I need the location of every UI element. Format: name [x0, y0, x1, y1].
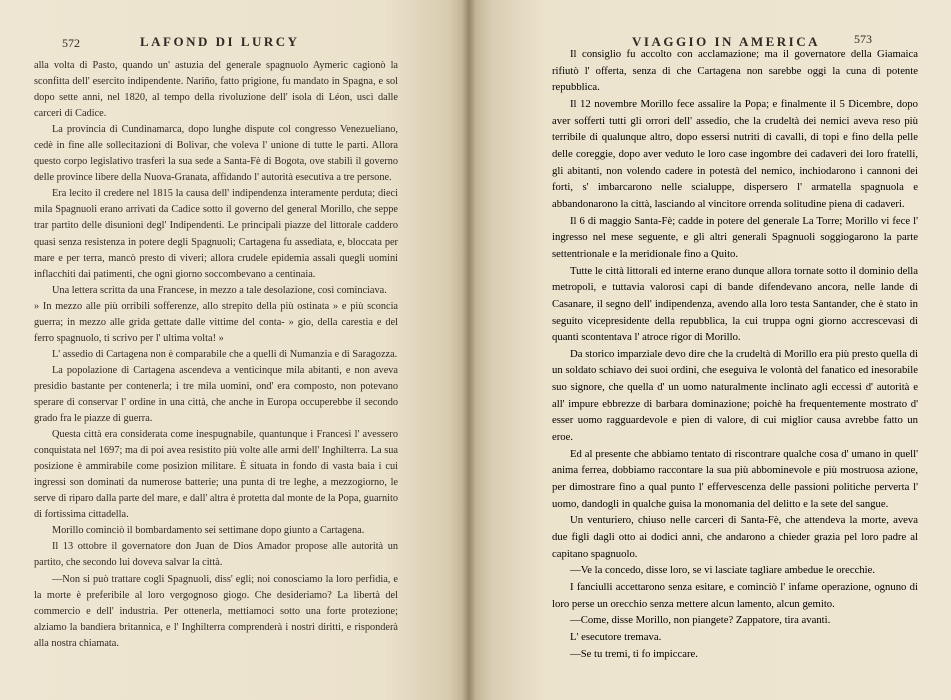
- paragraph: Il 12 novembre Morillo fece assalire la Popa; e finalmente il 5 Dicembre, dopo aver sofferti tutti gli orrori dell' assedio, che la crudeltà dei nemici aveva reso più terribile di qualunque altro, dopo essersi nutriti di cavalli, di topi e fino della pelle delle coreggie, dopo aver veduto le loro case ingombre dei cadaveri dei loro fratelli, gli abitanti, non volendo cadere in potestà del nemico, inchiodarono i cannoni dei forti, s' imbarcarono nelle scialuppe, dispersero l' armatella spagnuola e abbandonarono la città, lasciando al vincitore orrenda solitudine piena di cadaveri.: [552, 97, 918, 210]
- running-head: LAFOND DI LURCY: [140, 34, 300, 49]
- paragraph: —Se tu tremi, ti fo impiccare.: [570, 647, 698, 660]
- right-page-text: [552, 46, 918, 662]
- paragraph: —Non si può trattare cogli Spagnuoli, diss' egli; noi conosciamo la loro perfidia, e la morte è preferibile al loro vergognoso giogo. Che desideriamo? La libertà del commercio e dell' industria. Per ottenerla, mettiamoci sotto una forte protezione; alziamo la bandiera britannica, e l' Inghilterra comprenderà i nostri diritti, e risponderà alla nostra chiamata.: [34, 573, 398, 649]
- paragraph: Un venturiero, chiuso nelle carceri di Santa-Fè, che attendeva la morte, aveva due figli dagli otto ai dodici anni, che andarono a chieder grazia pel loro padre al capitano spagnuolo.: [552, 514, 918, 560]
- paragraph: Una lettera scritta da una Francese, in mezzo a tale desolazione, così cominciava.: [52, 284, 387, 296]
- paragraph: I fanciulli accettarono senza esitare, e cominciò l' infame operazione, ognuno di loro perse un orecchio senza mettere alcun lamento, alcun gemito.: [552, 581, 918, 610]
- paragraph: Il 6 di maggio Santa-Fè; cadde in potere del generale La Torre; Morillo vi fece l' ingresso nel mese seguente, e gli altri generali Spagnuoli soggiogarono la parte settentrionale e la meridionale fino a Quito.: [552, 214, 918, 260]
- left-page: [0, 0, 468, 700]
- page-number: 572: [62, 36, 80, 50]
- paragraph: La popolazione di Cartagena ascendeva a venticinque mila abitanti, e non aveva presidio bastante per contenerla; i tre mila uomini, ond' era composto, non potevano sperare di conservar l' ordine in una città, che anche in Europa occuperebbe il secondo grado fra le piazze di guerra.: [34, 364, 398, 425]
- running-head: VIAGGIO IN AMERICA: [632, 34, 821, 49]
- quoted-letter: » In mezzo alle più orribili sofferenze, allo strepito della più ostinata » e più sconcia guerra; in mezzo alle grida gettate dalle vittime del conta- » gio, della carestia e del ferro spagnuolo, ti scrivo per l' ultima volta! »: [34, 300, 398, 344]
- paragraph: Da storico imparziale devo dire che la crudeltà di Morillo era più presto quella di un soldato schiavo dei suoi ordini, che eseguiva le volontà del fanatico ed inesorabile suo signore, che quella d' un uomo naturalmente inclinato agli eccessi d' autorità e all' impure ebbrezze di barbara dominazione; poichè ha frequentemente mostrato d' esser uomo ragguardevole e pien di valore, di cui miglior causa avrebbe fatto un eroe.: [552, 347, 918, 444]
- page-number: 573: [854, 32, 872, 46]
- paragraph: Il 13 ottobre il governatore don Juan de Dios Amador propose alle autorità un partito, che secondo lui doveva salvar la città.: [34, 541, 398, 569]
- paragraph: —Come, disse Morillo, non piangete? Zappatore, tira avanti.: [570, 614, 831, 627]
- paragraph: Morillo cominciò il bombardamento sei settimane dopo giunto a Cartagena.: [52, 525, 365, 537]
- paragraph: Tutte le città littorali ed interne erano dunque allora tornate sotto il dominio della metropoli, e tuttavia valorosi capi di bande difendevano ancora, nelle lande di Casanare, il segno dell' indipendenza, avendo alla loro testa Santander, che è stato in seguito vicepresidente della repubblica, la cui truppa ogni giorno accrescevasi di quanti scontentava l' atroce rigor di Morillo.: [552, 264, 918, 344]
- paragraph: Questa città era considerata come inespugnabile, quantunque i Francesi l' avessero conquistata nel 1697; ma di poi avea resistito più volte alle armi dell' Inghilterra. La sua posizione è ammirabile come posizion militare. È situata in fondo di vasta baia i cui ingressi son dominati da numerose batterie; una punta di tre leghe, a mezzogiorno, le serve di riparo dalla parte del mare, e dall' altra è protetta dal monte de la Popa, guarnito di fortissima cittadella.: [34, 429, 398, 521]
- paragraph: Ed al presente che abbiamo tentato di riscontrare qualche cosa d' umano in quell' anima ferrea, dobbiamo raccontare la sua più abbominevole e più mostruosa azione, per dimostrare fino a qual punto l' effervescenza delle passioni politiche perverta l' uomo, dandogli in qualche guisa la monomania del delitto e la sete del sangue.: [552, 447, 918, 510]
- paragraph: L' esecutore tremava.: [570, 630, 662, 643]
- paragraph: —Ve la concedo, disse loro, se vi lasciate tagliare ambedue le orecchie.: [570, 564, 876, 577]
- paragraph: La provincia di Cundinamarca, dopo lunghe dispute col congresso Venezueliano, cedè in fine alle sollecitazioni di Bolivar, che voleva l' unione di tutte le parti. Allora questo corpo legislativo trasferì la sua sede a Santa-Fè di Bogota, ove stabilì il governo delle province libere della Nuova-Granata, affidando l' autorità esecutiva a tre persone.: [34, 124, 398, 184]
- paragraph: Il consiglio fu accolto con acclamazione; ma il governatore della Giamaica rifiutò l' offerta, senza di che Cartagena non sarebbe oggi la cuna di potente repubblica.: [552, 48, 918, 94]
- book-gutter: [462, 0, 476, 700]
- left-page-text: [34, 58, 398, 652]
- paragraph: L' assedio di Cartagena non è comparabile che a quelli di Numanzia e di Saragozza.: [52, 348, 398, 360]
- paragraph: alla volta di Pasto, quando un' astuzia del generale spagnuolo Aymeric cagionò la sconfitta dell' esercito indipendente. Nariño, fatto prigione, fu mandato in Spagna, e sol dopo sette anni, nel 1820, al tempo della rivoluzione dell' isola di Léon, uscì dalle carceri di Cadice.: [34, 60, 398, 120]
- paragraph: Era lecito il credere nel 1815 la causa dell' indipendenza interamente perduta; dieci mila Spagnuoli erano arrivati da Cadice sotto il governo del general Morillo, che seppe trar partito delle disunioni degl' Indipendenti. Le principali piazze del littorale caddero quasi senza resistenza in potere degli Spagnuoli; Cartagena fu assediata, e, bloccata per mare e per terra, mancò presto di viveri; allora crudele epidemia assalì quegli uomini inflacchiti dai patimenti, che ogni giorno soccombevano a centinaia.: [34, 188, 398, 280]
